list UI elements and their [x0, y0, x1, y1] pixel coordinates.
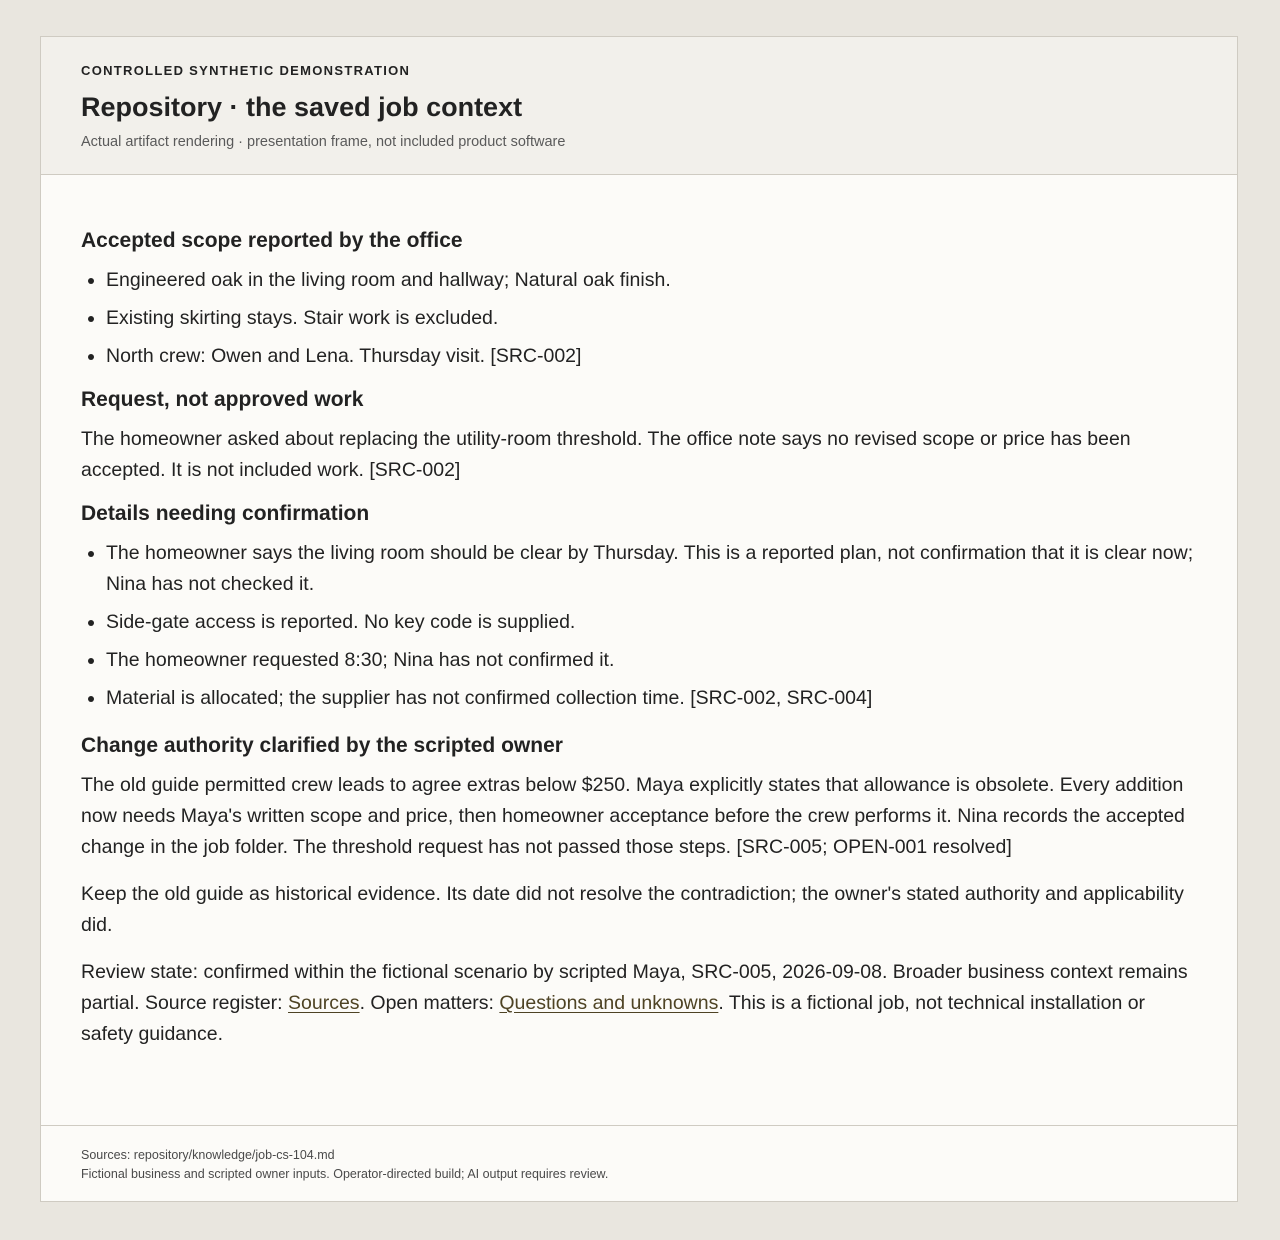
- artifact-frame: [40, 36, 1238, 1202]
- footer-note: Fictional business and scripted owner inputs. Operator-directed build; AI output requires review.: [81, 1167, 609, 1181]
- eyebrow-label: CONTROLLED SYNTHETIC DEMONSTRATION: [81, 63, 411, 78]
- list-item: • The homeowner says the living room should be clear by Thursday. This is a reported plan, not confirmation that it is clear now; Nina has not checked it.: [106, 538, 1197, 600]
- request-paragraph: The homeowner asked about replacing the utility-room threshold. The office note says no revised scope or price has been accepted. It is not included work. [SRC-002]: [81, 428, 1131, 481]
- page-subtitle: Actual artifact rendering · presentation frame, not included product software: [81, 134, 566, 150]
- section-change-authority: [81, 732, 1197, 1050]
- section-details-confirmation: [81, 500, 1197, 714]
- details-list: [81, 538, 1197, 714]
- page-title: Repository · the saved job context: [81, 92, 523, 122]
- review-suffix: . This is a fictional job, not technical installation or safety guidance.: [81, 992, 1146, 1045]
- accepted-scope-list: [81, 265, 1197, 372]
- section-heading: Change authority clarified by the scripted owner: [81, 734, 563, 757]
- questions-unknowns-link[interactable]: Questions and unknowns: [499, 992, 719, 1014]
- section-request: [81, 386, 1197, 486]
- list-item: • Side-gate access is reported. No key code is supplied.: [106, 607, 1197, 638]
- section-accepted-scope: [81, 227, 1197, 372]
- frame-header: [41, 37, 1237, 175]
- review-middle: . Open matters:: [359, 992, 500, 1014]
- review-state-paragraph: [81, 957, 1197, 1050]
- sources-link[interactable]: Sources: [288, 992, 360, 1014]
- list-item: • The homeowner requested 8:30; Nina has not confirmed it.: [106, 645, 1197, 676]
- historical-evidence-paragraph: Keep the old guide as historical evidence. Its date did not resolve the contradiction; the owner's stated authority and applicability did.: [81, 883, 1184, 936]
- list-item: • Existing skirting stays. Stair work is excluded.: [106, 303, 1197, 334]
- list-item: • Material is allocated; the supplier has not confirmed collection time. [SRC-002, SRC-004]: [106, 683, 1197, 714]
- document-content: [41, 175, 1237, 1127]
- section-heading: Details needing confirmation: [81, 502, 370, 525]
- authority-paragraph: The old guide permitted crew leads to agree extras below $250. Maya explicitly states that allowance is obsolete. Every addition now needs Maya's written scope and price, then homeowner acceptance before the crew performs it. Nina records the accepted change in the job folder. The threshold request has not passed those steps. [SRC-005; OPEN-001 resolved]: [81, 774, 1185, 858]
- list-item: • North crew: Owen and Lena. Thursday visit. [SRC-002]: [106, 341, 1197, 372]
- review-prefix: Review state: confirmed within the fictional scenario by scripted Maya, SRC-005, 2026-09-08. Broader business context remains partial. Source register:: [81, 961, 1188, 1014]
- section-heading: Request, not approved work: [81, 388, 364, 411]
- section-heading: Accepted scope reported by the office: [81, 229, 463, 252]
- frame-footer: [41, 1125, 1237, 1201]
- list-item: • Engineered oak in the living room and hallway; Natural oak finish.: [106, 265, 1197, 296]
- footer-sources: Sources: repository/knowledge/job-cs-104.md: [81, 1148, 335, 1162]
